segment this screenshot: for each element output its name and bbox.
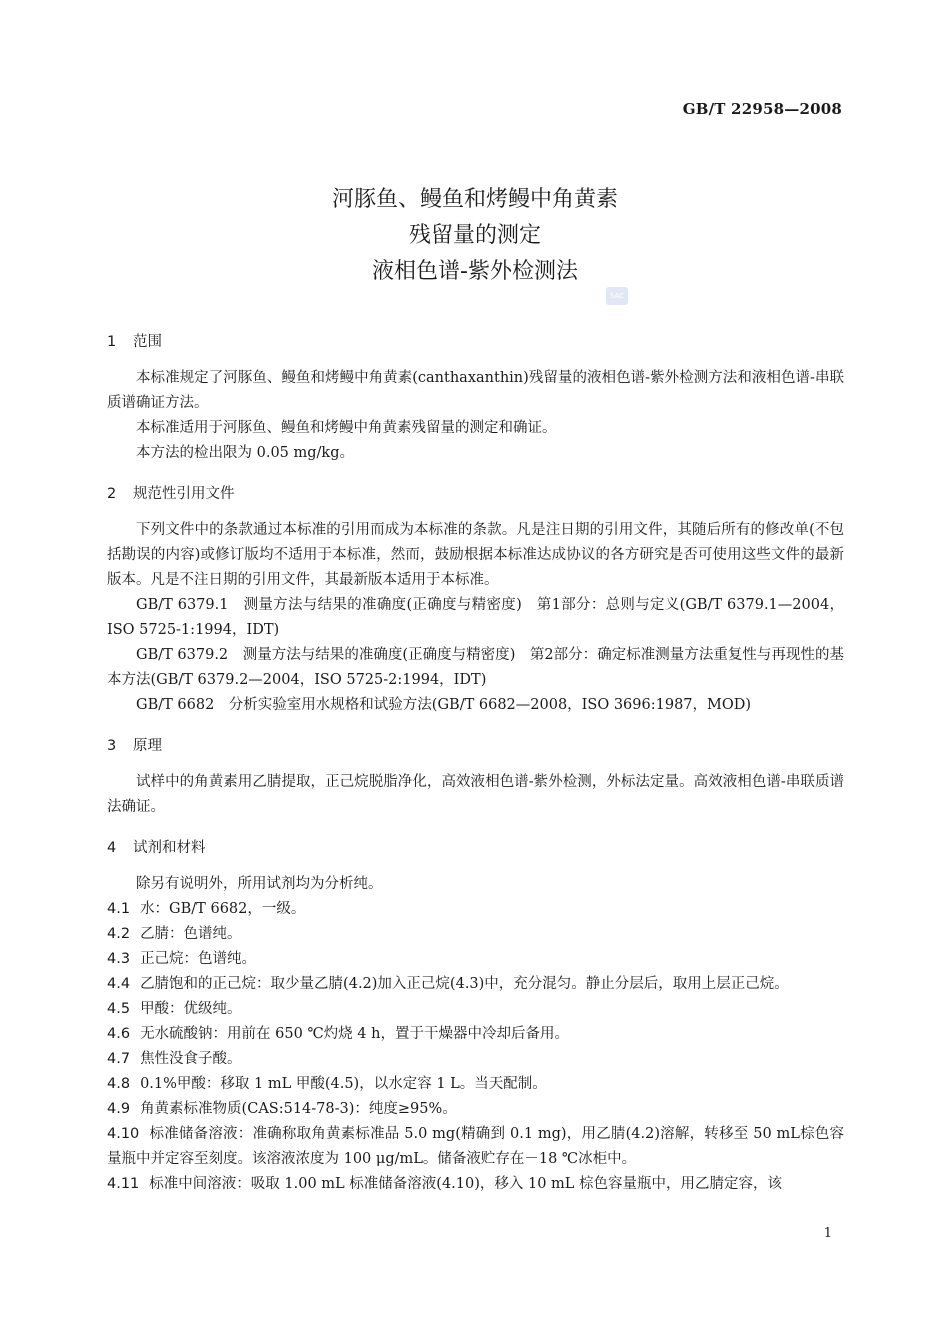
item-number: 4.4 (107, 976, 131, 992)
item-number: 4.8 (107, 1076, 131, 1092)
paragraph: 本标准规定了河豚鱼、鳗鱼和烤鳗中角黄素(canthaxanthin)残留量的液相色谱-紫外检测方法和液相色谱-串联质谱确证方法。 (107, 370, 844, 411)
item-number: 4.10 (107, 1126, 140, 1142)
paragraph: 本方法的检出限为 0.05 mg/kg。 (136, 445, 354, 461)
reference-entry: GB/T 6379.1 测量方法与结果的准确度(正确度与精密度) 第1部分：总则与定义(GB/T 6379.1—2004，ISO 5725-1:1994，IDT) (107, 597, 844, 638)
section-title: 规范性引用文件 (133, 486, 235, 502)
list-item (107, 1122, 844, 1172)
item-text: 标准储备溶液：准确称取角黄素标准品 5.0 mg(精确到 0.1 mg)，用乙腈(4.2)溶解，转移至 50 mL棕色容量瓶中并定容至刻度。该溶液浓度为 100 μg/mL。储备液贮存在－18 ℃冰柜中。 (107, 1126, 844, 1167)
list-item (107, 1047, 844, 1072)
item-number: 4.11 (107, 1176, 140, 1192)
title-line-3: 液相色谱-紫外检测法 (372, 259, 578, 284)
list-item (107, 1022, 844, 1047)
item-text: 乙腈饱和的正己烷：取少量乙腈(4.2)加入正己烷(4.3)中，充分混匀。静止分层后，取用上层正己烷。 (140, 976, 789, 992)
section-heading-normative-references (107, 482, 844, 506)
item-number: 4.7 (107, 1051, 131, 1067)
section-number: 1 (107, 334, 117, 350)
list-item (107, 1072, 844, 1097)
title-line-1: 河豚鱼、鳗鱼和烤鳗中角黄素 (331, 187, 618, 212)
item-text: 角黄素标准物质(CAS:514-78-3)：纯度≥95%。 (140, 1101, 457, 1117)
item-text: 0.1%甲酸：移取 1 mL 甲酸(4.5)，以水定容 1 L。当天配制。 (140, 1076, 547, 1092)
section-number: 2 (107, 486, 117, 502)
paragraph: 除另有说明外，所用试剂均为分析纯。 (136, 876, 383, 892)
page-number: 1 (823, 1226, 832, 1241)
item-number: 4.6 (107, 1026, 131, 1042)
section-title: 试剂和材料 (133, 840, 206, 856)
sac-logo-icon: SAC (606, 287, 628, 305)
item-number: 4.9 (107, 1101, 131, 1117)
standard-code: GB/T 22958—2008 (682, 100, 842, 118)
reference-entry: GB/T 6379.2 测量方法与结果的准确度(正确度与精密度) 第2部分：确定标准测量方法重复性与再现性的基本方法(GB/T 6379.2—2004，ISO 5725-2:1994，IDT) (107, 647, 844, 688)
item-text: 无水硫酸钠：用前在 650 ℃灼烧 4 h，置于干燥器中冷却后备用。 (140, 1026, 569, 1042)
item-text: 正己烷：色谱纯。 (140, 951, 257, 967)
title-line-2: 残留量的测定 (408, 223, 541, 248)
section-number: 4 (107, 840, 117, 856)
list-item (107, 1172, 844, 1197)
item-text: 标准中间溶液：吸取 1.00 mL 标准储备溶液(4.10)，移入 10 mL 棕色容量瓶中，用乙腈定容，该 (149, 1176, 783, 1192)
item-number: 4.5 (107, 1001, 131, 1017)
list-item (107, 947, 844, 972)
document-title (0, 182, 950, 290)
paragraph: 本标准适用于河豚鱼、鳗鱼和烤鳗中角黄素残留量的测定和确证。 (136, 420, 557, 436)
paragraph: 下列文件中的条款通过本标准的引用而成为本标准的条款。凡是注日期的引用文件，其随后所有的修改单(不包括勘误的内容)或修订版均不适用于本标准，然而，鼓励根据本标准达成协议的各方研究是否可使用这些文件的最新版本。凡是不注日期的引用文件，其最新版本适用于本标准。 (107, 522, 844, 588)
list-item (107, 897, 844, 922)
reference-entry: GB/T 6682 分析实验室用水规格和试验方法(GB/T 6682—2008，ISO 3696:1987，MOD) (136, 697, 752, 713)
item-text: 甲酸：优级纯。 (140, 1001, 242, 1017)
section-heading-reagents (107, 836, 844, 860)
document-body (107, 330, 844, 1197)
section-heading-principle (107, 734, 844, 758)
list-item (107, 922, 844, 947)
item-number: 4.2 (107, 926, 131, 942)
section-title: 范围 (133, 334, 162, 350)
item-text: 水：GB/T 6682，一级。 (140, 901, 306, 917)
item-text: 焦性没食子酸。 (140, 1051, 242, 1067)
list-item (107, 1097, 844, 1122)
item-number: 4.3 (107, 951, 131, 967)
item-text: 乙腈：色谱纯。 (140, 926, 242, 942)
section-number: 3 (107, 738, 117, 754)
section-heading-scope (107, 330, 844, 354)
list-item (107, 997, 844, 1022)
paragraph: 试样中的角黄素用乙腈提取，正己烷脱脂净化，高效液相色谱-紫外检测，外标法定量。高效液相色谱-串联质谱法确证。 (107, 774, 844, 815)
item-number: 4.1 (107, 901, 131, 917)
list-item (107, 972, 844, 997)
section-title: 原理 (133, 738, 162, 754)
